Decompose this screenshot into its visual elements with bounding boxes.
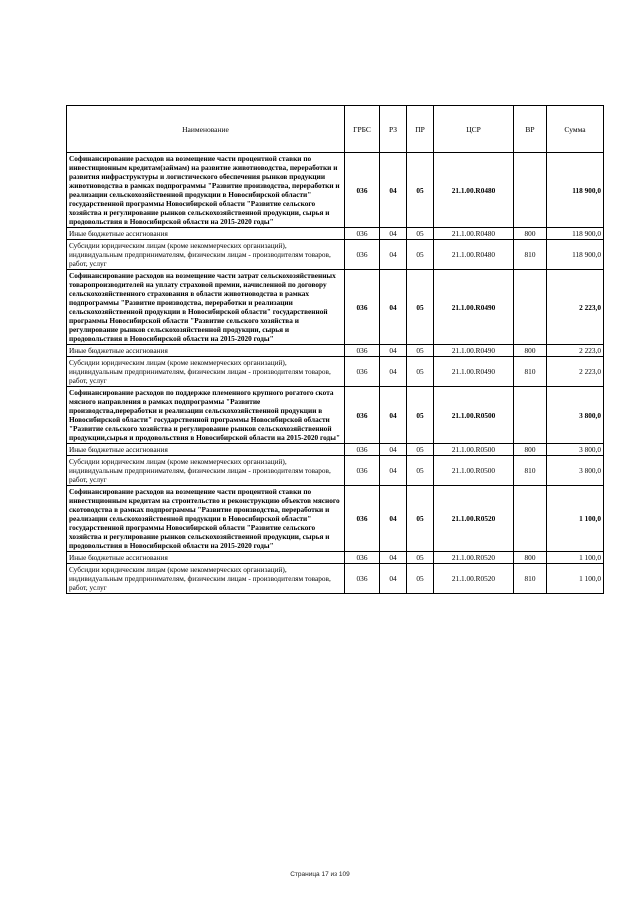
cell-pr: 05 <box>407 345 434 357</box>
cell-rz: 04 <box>380 240 407 270</box>
table-row <box>67 486 604 552</box>
cell-rz: 04 <box>380 270 407 345</box>
cell-vr <box>514 153 547 228</box>
cell-csr: 21.1.00.R0500 <box>434 456 514 486</box>
cell-sum: 3 800,0 <box>547 444 604 456</box>
cell-name: Субсидии юридическим лицам (кроме некоммерческих организаций), индивидуальным предпринимателям, физическим лицам - производителям товаров, работ, услуг <box>67 240 345 270</box>
table-body <box>67 153 604 594</box>
cell-sum: 1 100,0 <box>547 552 604 564</box>
cell-grbs: 036 <box>345 228 380 240</box>
cell-sum: 118 900,0 <box>547 240 604 270</box>
cell-vr: 810 <box>514 240 547 270</box>
cell-name: Иные бюджетные ассигнования <box>67 552 345 564</box>
cell-grbs: 036 <box>345 240 380 270</box>
cell-rz: 04 <box>380 153 407 228</box>
table-row <box>67 456 604 486</box>
cell-pr: 05 <box>407 228 434 240</box>
header-grbs: ГРБС <box>345 106 380 153</box>
cell-sum: 3 800,0 <box>547 387 604 444</box>
table-row <box>67 228 604 240</box>
cell-csr: 21.1.00.R0480 <box>434 240 514 270</box>
header-pr: ПР <box>407 106 434 153</box>
cell-name: Субсидии юридическим лицам (кроме некоммерческих организаций), индивидуальным предпринимателям, физическим лицам - производителям товаров, работ, услуг <box>67 564 345 594</box>
cell-name: Субсидии юридическим лицам (кроме некоммерческих организаций), индивидуальным предпринимателям, физическим лицам - производителям товаров, работ, услуг <box>67 456 345 486</box>
header-name: Наименование <box>67 106 345 153</box>
cell-name: Иные бюджетные ассигнования <box>67 345 345 357</box>
cell-sum: 1 100,0 <box>547 564 604 594</box>
cell-rz: 04 <box>380 387 407 444</box>
table-row <box>67 387 604 444</box>
cell-sum: 118 900,0 <box>547 228 604 240</box>
cell-grbs: 036 <box>345 345 380 357</box>
cell-grbs: 036 <box>345 564 380 594</box>
cell-vr: 800 <box>514 345 547 357</box>
cell-csr: 21.1.00.R0490 <box>434 345 514 357</box>
cell-pr: 05 <box>407 552 434 564</box>
cell-vr: 800 <box>514 228 547 240</box>
table-row <box>67 444 604 456</box>
cell-csr: 21.1.00.R0500 <box>434 444 514 456</box>
cell-pr: 05 <box>407 456 434 486</box>
cell-grbs: 036 <box>345 387 380 444</box>
cell-pr: 05 <box>407 357 434 387</box>
cell-name: Софинансирование расходов на возмещение части затрат сельскохозяйственных товаропроизводителей на уплату страховой премии, начисленной по договору сельскохозяйственного страхования в области животноводства в рамках подпрограммы "Развитие производства, переработки и реализации сельскохозяйственной продукции в Новосибирской области" государственной программы Новосибирской области "Развитие сельского хозяйства и регулирование рынков сельскохозяйственной продукции, сырья и продовольствия в Новосибирской области на 2015-2020 годы" <box>67 270 345 345</box>
cell-pr: 05 <box>407 270 434 345</box>
cell-grbs: 036 <box>345 486 380 552</box>
cell-csr: 21.1.00.R0490 <box>434 357 514 387</box>
cell-vr <box>514 387 547 444</box>
table-row <box>67 357 604 387</box>
header-rz: РЗ <box>380 106 407 153</box>
header-csr: ЦСР <box>434 106 514 153</box>
budget-table <box>66 105 604 594</box>
table-row <box>67 153 604 228</box>
cell-vr: 810 <box>514 357 547 387</box>
cell-name: Софинансирование расходов по поддержке племенного крупного рогатого скота мясного направления в рамках подпрограммы "Развитие производства,переработки и реализации сельскохозяйственной продукции в Новосибирской области" государственной программы Новосибирской области "Развитие сельского хозяйства и регулирование рынков сельскохозяйственной продукции,сырья и продовольствия в Новосибирской области на 2015-2020 годы" <box>67 387 345 444</box>
cell-rz: 04 <box>380 228 407 240</box>
cell-csr: 21.1.00.R0520 <box>434 486 514 552</box>
cell-pr: 05 <box>407 564 434 594</box>
cell-grbs: 036 <box>345 270 380 345</box>
cell-grbs: 036 <box>345 552 380 564</box>
cell-sum: 118 900,0 <box>547 153 604 228</box>
cell-csr: 21.1.00.R0490 <box>434 270 514 345</box>
table-row <box>67 240 604 270</box>
cell-rz: 04 <box>380 456 407 486</box>
cell-rz: 04 <box>380 357 407 387</box>
cell-sum: 3 800,0 <box>547 456 604 486</box>
cell-vr: 810 <box>514 456 547 486</box>
cell-vr <box>514 486 547 552</box>
cell-vr: 800 <box>514 444 547 456</box>
cell-vr: 810 <box>514 564 547 594</box>
cell-rz: 04 <box>380 444 407 456</box>
cell-name: Иные бюджетные ассигнования <box>67 228 345 240</box>
cell-pr: 05 <box>407 387 434 444</box>
table-row <box>67 270 604 345</box>
cell-pr: 05 <box>407 444 434 456</box>
table-header-row <box>67 106 604 153</box>
cell-name: Софинансирование расходов на возмещение части процентной ставки по инвестиционным кредитам(займам) на развитие животноводства, переработки и развития инфраструктуры и логистического обеспечения рынков продукции животноводства в рамках подпрограммы "Развитие производства, переработки и реализации сельскохозяйственной продукции в Новосибирской области" государственной программы Новосибирской области "Развитие сельского хозяйства и регулирование рынков сельскохозяйственной продукции, сырья и продовольствия в Новосибирской области на 2015-2020 годы" <box>67 153 345 228</box>
cell-csr: 21.1.00.R0480 <box>434 153 514 228</box>
cell-sum: 1 100,0 <box>547 486 604 552</box>
cell-grbs: 036 <box>345 444 380 456</box>
cell-csr: 21.1.00.R0480 <box>434 228 514 240</box>
cell-grbs: 036 <box>345 357 380 387</box>
cell-vr: 800 <box>514 552 547 564</box>
cell-rz: 04 <box>380 486 407 552</box>
cell-pr: 05 <box>407 240 434 270</box>
table-row <box>67 552 604 564</box>
cell-rz: 04 <box>380 552 407 564</box>
table-row <box>67 564 604 594</box>
cell-grbs: 036 <box>345 456 380 486</box>
cell-sum: 2 223,0 <box>547 357 604 387</box>
cell-name: Субсидии юридическим лицам (кроме некоммерческих организаций), индивидуальным предпринимателям, физическим лицам - производителям товаров, работ, услуг <box>67 357 345 387</box>
page-number: Страница 17 из 109 <box>290 871 350 878</box>
cell-csr: 21.1.00.R0520 <box>434 564 514 594</box>
header-vr: ВР <box>514 106 547 153</box>
cell-grbs: 036 <box>345 153 380 228</box>
cell-name: Иные бюджетные ассигнования <box>67 444 345 456</box>
cell-pr: 05 <box>407 486 434 552</box>
cell-rz: 04 <box>380 564 407 594</box>
header-sum: Сумма <box>547 106 604 153</box>
cell-csr: 21.1.00.R0520 <box>434 552 514 564</box>
cell-vr <box>514 270 547 345</box>
cell-csr: 21.1.00.R0500 <box>434 387 514 444</box>
cell-pr: 05 <box>407 153 434 228</box>
cell-name: Софинансирование расходов на возмещение части процентной ставки по инвестиционным кредитам на строительство и реконструкцию объектов мясного скотоводства в рамках подпрограммы "Развитие производства, переработки и реализации сельскохозяйственной продукции в Новосибирской области" государственной программы Новосибирской области "Развитие сельского хозяйства и регулирование рынков сельскохозяйственной продукции, сырья и продовольствия в Новосибирской области на 2015-2020 годы" <box>67 486 345 552</box>
cell-sum: 2 223,0 <box>547 345 604 357</box>
cell-rz: 04 <box>380 345 407 357</box>
cell-sum: 2 223,0 <box>547 270 604 345</box>
table-row <box>67 345 604 357</box>
